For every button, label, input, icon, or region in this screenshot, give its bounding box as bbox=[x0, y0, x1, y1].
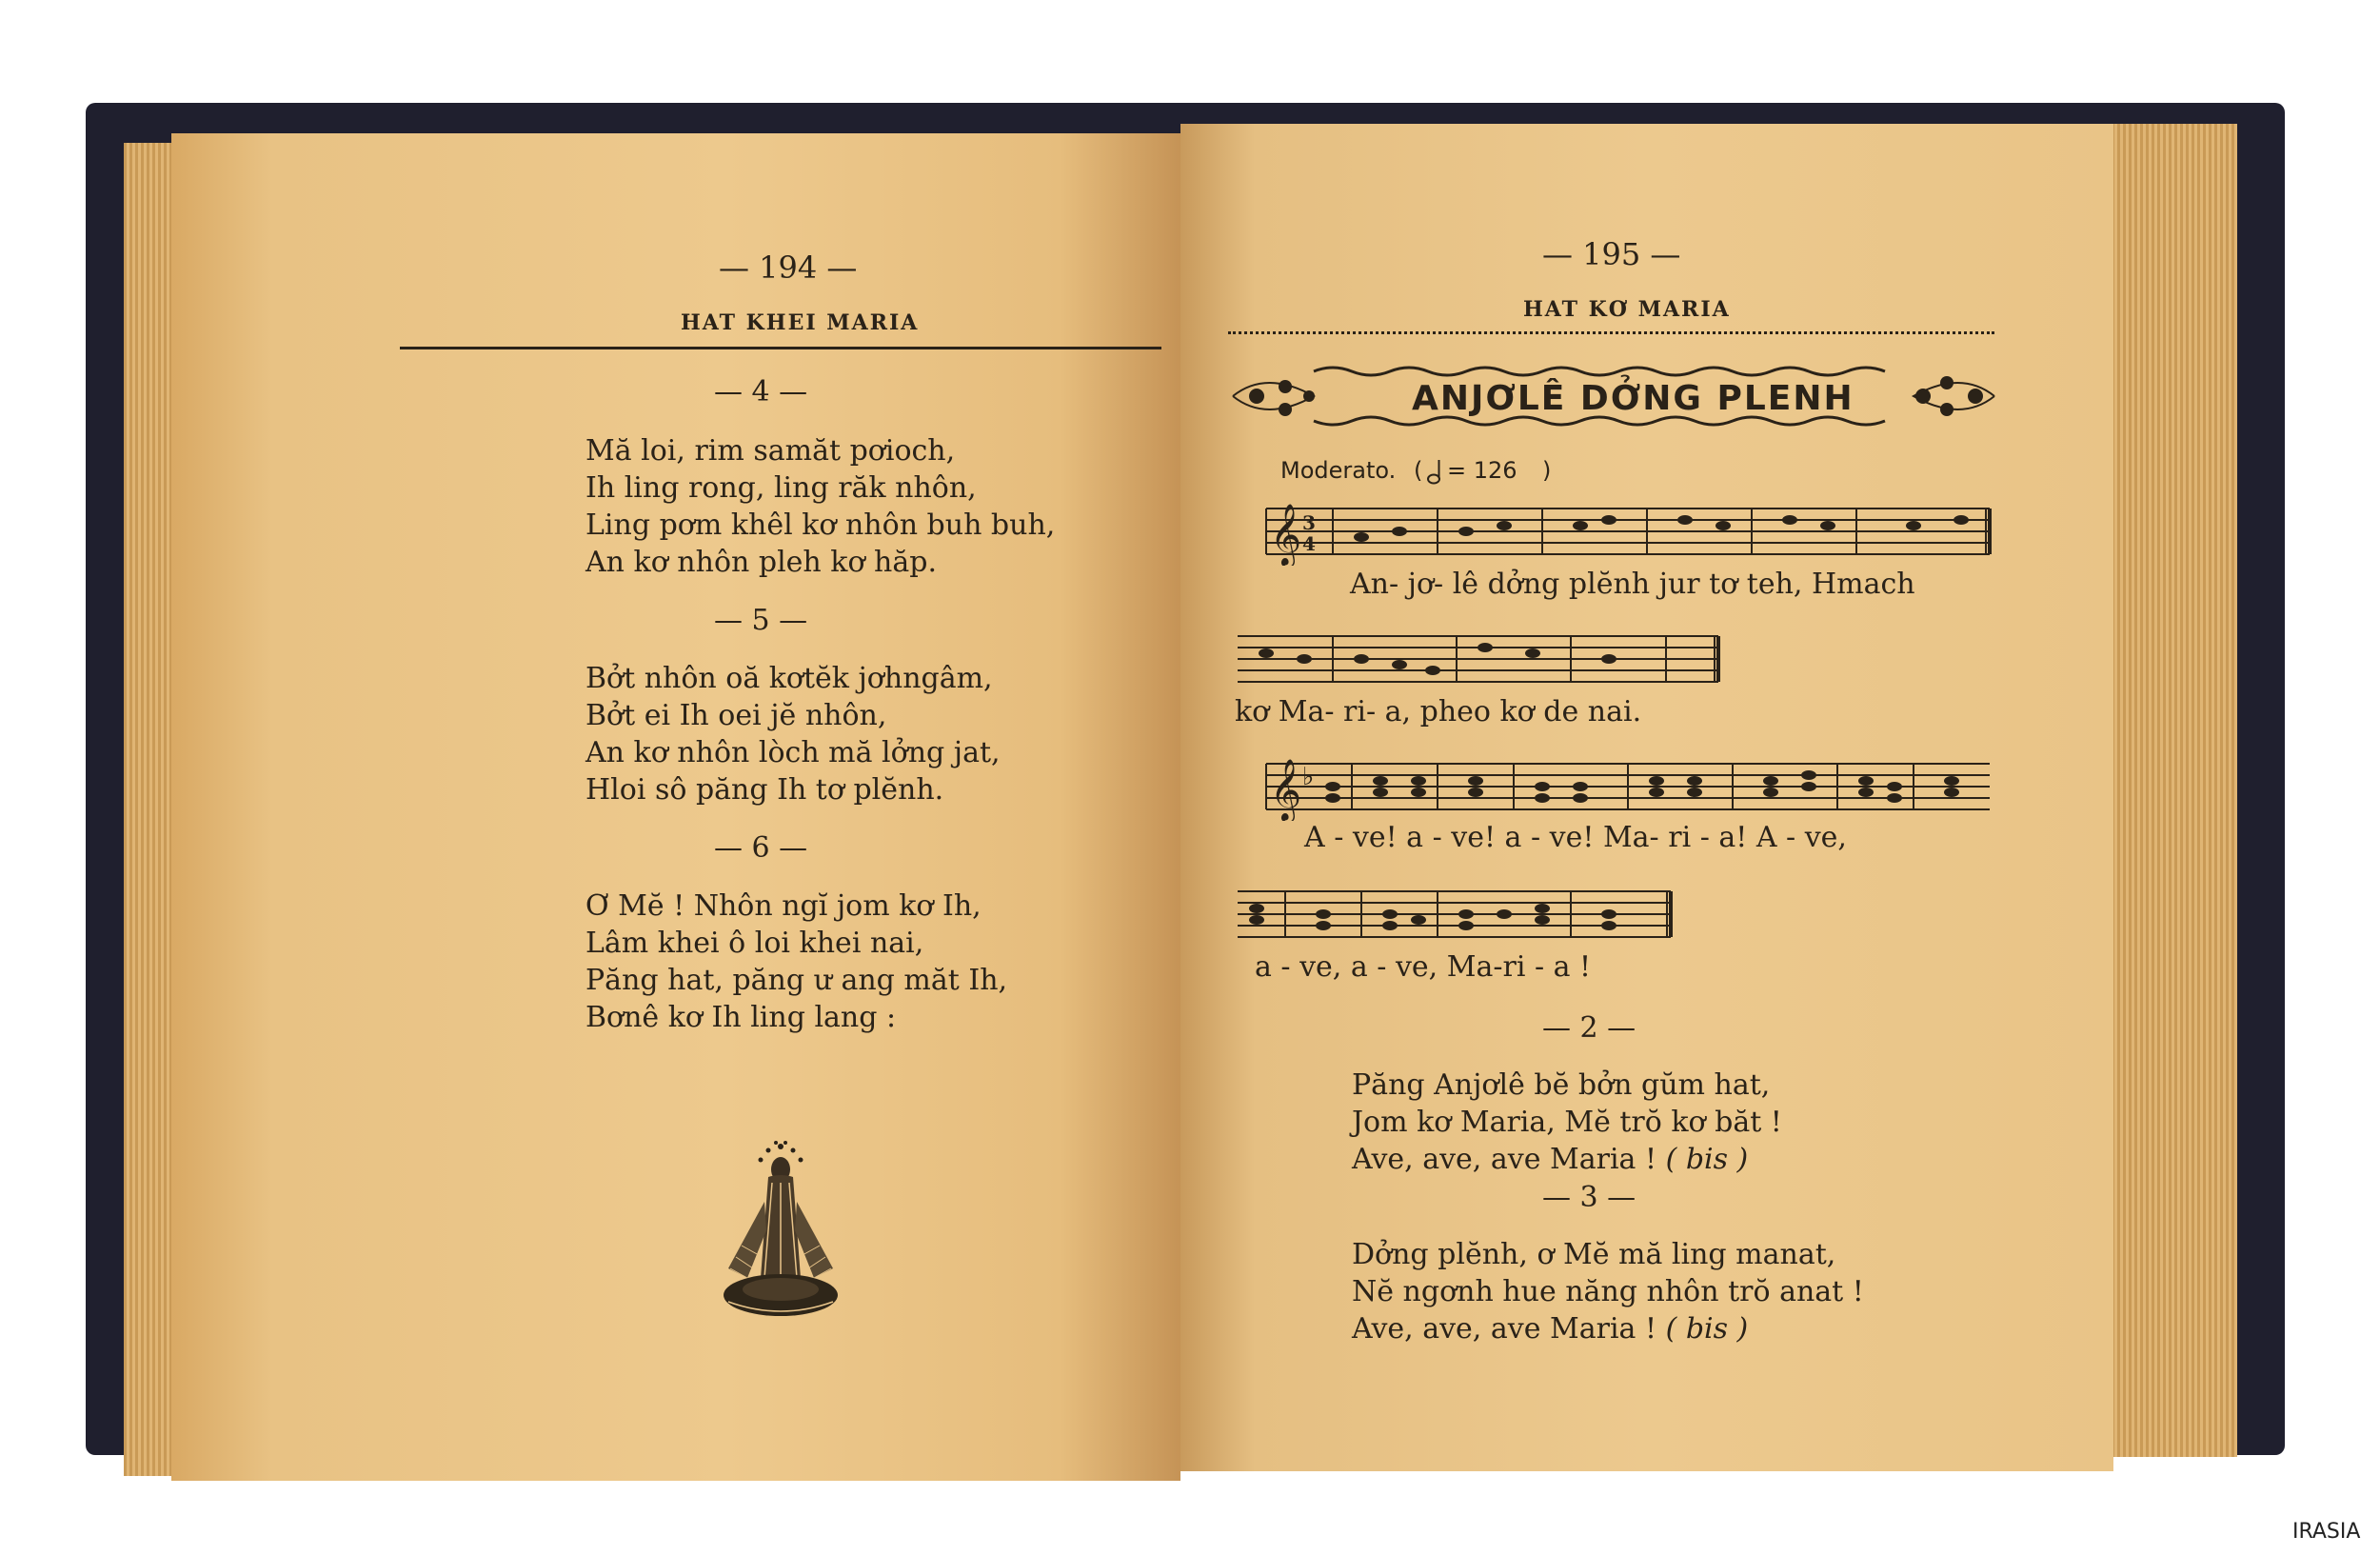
music-lyric-line: A - ve! a - ve! a - ve! Ma- ri - a! A - ve, bbox=[1304, 821, 1847, 854]
verse-line: An kơ nhôn pleh kơ hăp. bbox=[585, 546, 937, 579]
music-staff bbox=[1228, 625, 1723, 693]
verse-line: Ơ Mĕ ! Nhôn ngĭ jom kơ Ih, bbox=[585, 889, 982, 923]
verse-line: Mă loi, rim samăt pơioch, bbox=[585, 434, 956, 468]
verse-line: Ling pơm khêl kơ nhôn buh buh, bbox=[585, 509, 1056, 542]
verse-line: Nĕ ngơnh hue năng nhôn trŏ anat ! bbox=[1352, 1275, 1864, 1308]
stanza-number: — 2 — bbox=[1542, 1011, 1636, 1045]
metronome-close-paren: ) bbox=[1542, 457, 1552, 484]
music-staff bbox=[1228, 880, 1676, 948]
verse-line: Hloi sô păng Ih tơ plĕnh. bbox=[585, 773, 944, 807]
music-lyric-line: kơ Ma- ri- a, pheo kơ de nai. bbox=[1235, 695, 1642, 728]
half-note-icon bbox=[1426, 457, 1445, 486]
verse-line: Păng hat, păng ư ang măt Ih, bbox=[585, 964, 1008, 997]
bis-marking: ( bis ) bbox=[1665, 1312, 1749, 1346]
tempo-marking: Moderato. bbox=[1280, 457, 1397, 484]
metronome-open-paren: ( bbox=[1414, 457, 1423, 484]
stanza-number: — 3 — bbox=[1542, 1181, 1636, 1214]
stanza-number: — 5 — bbox=[714, 604, 808, 637]
verse-refrain bbox=[1352, 1141, 1748, 1178]
watermark: IRASIA bbox=[2292, 1520, 2361, 1544]
music-staff bbox=[1257, 497, 1999, 566]
header-dotted-rule bbox=[1228, 331, 1994, 334]
music-lyric-line: a - ve, a - ve, Ma-ri - a ! bbox=[1255, 950, 1592, 984]
stanza-number: — 6 — bbox=[714, 831, 808, 865]
verse-refrain bbox=[1352, 1310, 1748, 1347]
madonna-illustration bbox=[709, 1135, 852, 1326]
bis-marking: ( bis ) bbox=[1665, 1143, 1749, 1176]
verse-line: Lâm khei ô loi khei nai, bbox=[585, 927, 924, 960]
music-lyric-line: An- jơ- lê dởng plĕnh jur tơ teh, Hmach bbox=[1350, 568, 1915, 601]
right-running-head: HAT KƠ MARIA bbox=[1523, 297, 1731, 322]
svg-text:♭: ♭ bbox=[1302, 763, 1315, 791]
verse-line: Păng Anjơlê bĕ bởn gŭm hat, bbox=[1352, 1068, 1771, 1102]
svg-text:𝄞: 𝄞 bbox=[1270, 759, 1302, 821]
verse-line: Bởt nhôn oă kơtĕk jơhngâm, bbox=[585, 662, 993, 695]
header-rule bbox=[400, 347, 1161, 349]
svg-text:4: 4 bbox=[1302, 532, 1316, 555]
right-page bbox=[1180, 124, 2113, 1471]
verse-line: Jom kơ Maria, Mĕ trŏ kơ băt ! bbox=[1352, 1106, 1782, 1139]
stanza-number: — 4 — bbox=[714, 375, 808, 409]
verse-line: An kơ nhôn lòch mă lởng jat, bbox=[585, 736, 1001, 769]
metronome-value: = 126 bbox=[1447, 457, 1517, 484]
music-staff bbox=[1257, 752, 1999, 821]
verse-line: Dởng plĕnh, ơ Mĕ mă ling manat, bbox=[1352, 1238, 1836, 1271]
refrain-text: Ave, ave, ave Maria ! bbox=[1352, 1143, 1657, 1176]
song-title: ANJƠLÊ DỞNG PLENH bbox=[1412, 379, 1854, 418]
right-page-number: — 195 — bbox=[1542, 236, 1681, 272]
svg-text:𝄞: 𝄞 bbox=[1270, 504, 1302, 566]
verse-line: Bơnê kơ Ih ling lang : bbox=[585, 1001, 897, 1034]
left-page bbox=[171, 133, 1180, 1481]
right-page-edges bbox=[2094, 124, 2237, 1457]
left-running-head: HAT KHEI MARIA bbox=[681, 310, 920, 335]
svg-text:3: 3 bbox=[1302, 511, 1316, 534]
verse-line: Ih ling rong, ling răk nhôn, bbox=[585, 471, 977, 505]
verse-line: Bởt ei Ih oei jĕ nhôn, bbox=[585, 699, 887, 732]
refrain-text: Ave, ave, ave Maria ! bbox=[1352, 1312, 1657, 1346]
left-page-number: — 194 — bbox=[719, 249, 858, 286]
